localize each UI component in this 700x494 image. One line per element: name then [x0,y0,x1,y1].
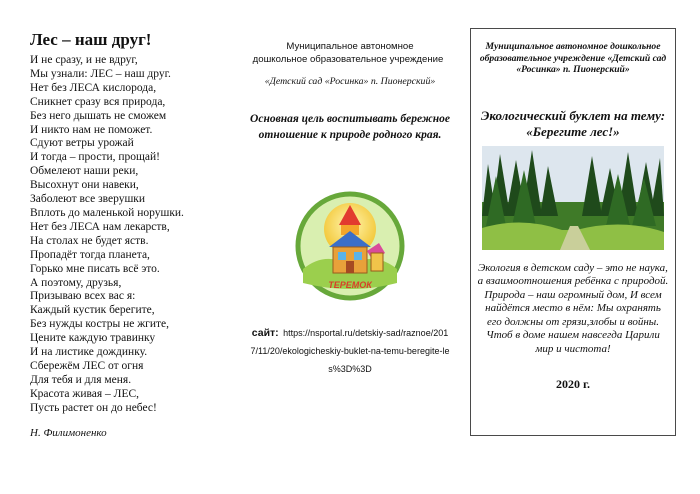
logo-caption: ТЕРЕМОК [328,280,372,290]
site-label: сайт: [251,327,279,339]
poem-line: Горько мне писать всё это. [30,262,160,275]
poem-line: Нет без ЛЕСА нам лекарств, [30,220,170,233]
institution-line-1: Муниципальное автономное [286,41,414,52]
poem-panel [30,30,240,439]
poem-line: Обмелеют наши реки, [30,165,139,178]
cover-text: Экология в детском саду – это не наука, а взаимоотношения ребёнка с природой. Природа – наш огромный дом, И всем найдётся место в нём: Мы охранять его должны от грязи,злобы и войны. Чтоб в доме нашем навсегда Царили мир и чистота! [477,261,669,356]
poem-line: Сникнет сразу вся природа, [30,95,166,108]
logo-window-right [354,252,362,260]
poem-author: Н. Филимоненко [30,426,107,439]
poem-line: Сдуют ветры урожай [30,137,134,150]
poem-lines [30,54,240,416]
poem-line: Для тебя и для меня. [30,373,132,386]
poem-line: Нет без ЛЕСА кислорода, [30,81,157,94]
poem-line: Высохнут они навеки, [30,179,139,192]
logo-side-house [371,253,383,271]
poem-line: И никто нам не поможет. [30,123,153,136]
poem-line: Без нужды костры не жгите, [30,318,170,331]
poem-line: И не сразу, и не вдруг, [30,54,138,66]
forest-photo [482,146,664,250]
cover-year: 2020 г. [555,376,591,391]
logo-window-left [338,252,346,260]
cover-institution: Муниципальное автономное дошкольное образовательное учреждение «Детский сад «Росинка» п. Пионерский» [479,41,667,75]
cover-title: Экологический буклет на тему: «Берегите лес!» [480,107,666,139]
teremok-logo [295,191,405,301]
cover-panel [470,28,676,436]
poem-line: Без него дышать не сможем [30,109,167,122]
poem-line: Призываю всех вас я: [30,290,136,303]
poem-line: И на листике дождинку. [30,346,148,359]
poem-line: Заболеют все зверушки [30,193,146,206]
poem-line: Каждый кустик берегите, [30,304,155,317]
poem-line: Вплоть до маленькой норушки. [30,206,184,219]
site-url[interactable]: https://nsportal.ru/detskiy-sad/raznoe/2017/11/20/ekologicheskiy-buklet-na-temu-beregite-les%3D%3D [250,328,450,374]
poem-line: На столах не будет яств. [30,234,149,247]
poem-line: Красота живая – ЛЕС, [30,387,140,400]
center-panel [250,40,450,377]
goal-statement: Основная цель воспитывать бережное отношение к природе родного края. [250,113,450,141]
poem-line: Мы узнали: ЛЕС – наш друг. [30,67,171,80]
poem-line: И тогда – прости, прощай! [30,151,160,164]
logo-door [346,261,354,273]
poem-line: Пропадёт тогда планета, [30,248,150,261]
poem-line: Пусть растет он до небес! [30,401,157,414]
site-block [250,323,450,377]
institution-line-2: дошкольное образовательное учреждение [252,54,444,65]
poem-line: Сбережём ЛЕС от огня [30,359,144,372]
poem-line: А поэтому, друзья, [30,276,122,289]
poem-title: Лес – наш друг! [30,30,152,49]
poem-line: Цените каждую травинку [30,332,156,345]
institution-name: «Детский сад «Росинка» п. Пионерский» [264,76,436,87]
